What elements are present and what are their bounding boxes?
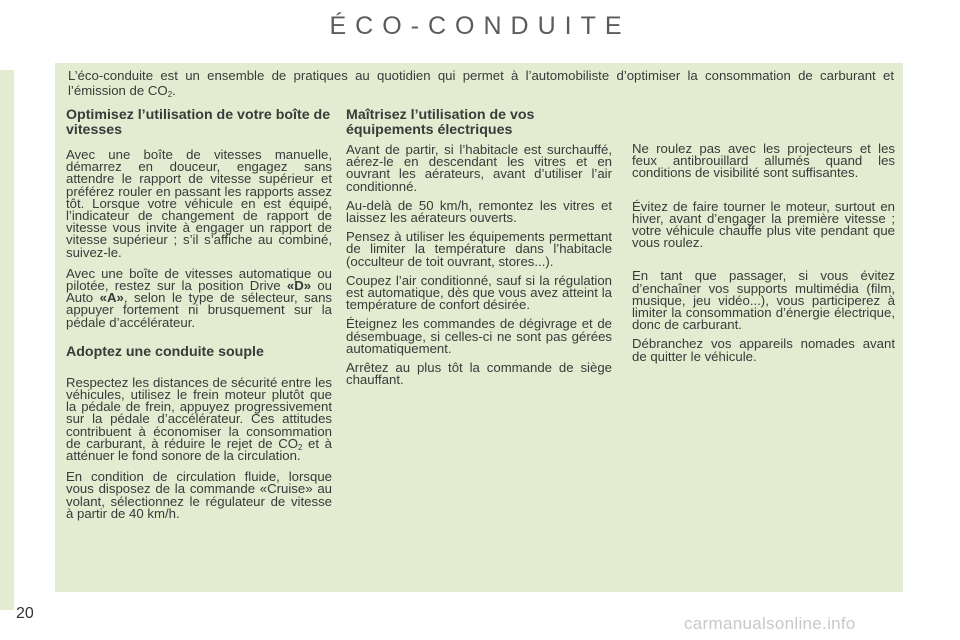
column-left — [66, 108, 332, 520]
gearbox-paragraph-2: Avec une boîte de vitesses automatique ou pilotée, restez sur la position Drive «D» ou Auto «A», selon le type de sélecteur, sans appuyer fortement ni brusquement sur la pédale d’accélérateur. — [66, 265, 332, 330]
column-middle — [346, 108, 612, 386]
right-paragraph-1: Ne roulez pas avec les projecteurs et les feux antibrouillard allumés quand les conditions de visibilité sont suffisantes. — [632, 141, 895, 181]
gearbox-heading: Optimisez l’utilisation de votre boîte de vitesses — [66, 107, 331, 138]
intro-paragraph: L’éco-conduite est un ensemble de pratiques au quotidien qui permet à l’automobiliste d’optimiser la consommation de carburant et l’émission de $CO_2$. — [68, 68, 894, 99]
smooth-driving-heading: Adoptez une conduite souple — [66, 343, 264, 360]
electrical-paragraph-1: Avant de partir, si l’habitacle est surchauffé, aérez-le en descendant les vitres et en ouvrant les aérateurs, avant d’utiliser l’air conditionné. — [346, 142, 612, 194]
electrical-paragraph-4: Coupez l’air conditionné, sauf si la régulation est automatique, dès que vous avez atteint la température de confort désirée. — [346, 272, 612, 313]
right-paragraph-3: En tant que passager, si vous évitez d’enchaîner vos supports multimédia (film, musique, jeu vidéo...), vous participerez à limiter la consommation d’énergie électrique, donc de carburant. — [632, 268, 895, 333]
smooth-driving-paragraph-2: En condition de circulation fluide, lorsque vous disposez de la commande «Cruise» au volant, sélectionnez le régulateur de vitesse à partir de 40 km/h. — [66, 469, 332, 521]
page-title: ÉCO-CONDUITE — [329, 12, 631, 40]
right-paragraph-4: Débranchez vos appareils nomades avant de quitter le véhicule. — [632, 336, 895, 364]
left-margin-bar — [0, 70, 14, 610]
watermark: carmanualsonline.info — [684, 614, 856, 633]
electrical-paragraph-6: Arrêtez au plus tôt la commande de siège chauffant. — [346, 360, 612, 388]
gearbox-paragraph-1: Avec une boîte de vitesses manuelle, démarrez en douceur, engagez sans attendre le rapport de vitesse supérieur et préférez rouler en passant les rapports assez tôt. Lorsque votre véhicule en est équipé, l’indicateur de changement de rapport de vitesse vous invite à engager un rapport de vitesse supérieur ; s’il s’affiche au combiné, suivez-le. — [66, 147, 332, 260]
page-number: 20 — [16, 605, 34, 622]
electrical-paragraph-5: Éteignez les commandes de dégivrage et de désembuage, si celles-ci ne sont pas gérées automatiquement. — [346, 316, 612, 356]
electrical-paragraph-2: Au-delà de 50 km/h, remontez les vitres et laissez les aérateurs ouverts. — [346, 197, 612, 226]
column-right — [632, 143, 895, 363]
electrical-heading: Maîtrisez l’utilisation de vos équipements électriques — [346, 107, 535, 138]
electrical-paragraph-3: Pensez à utiliser les équipements permettant de limiter la température dans l’habitacle (occulteur de toit ouvrant, stores...). — [346, 229, 612, 269]
smooth-driving-paragraph-1: Respectez les distances de sécurité entre les véhicules, utilisez le frein moteur plutôt que la pédale de frein, appuyez progressivement sur la pédale d’accélérateur. Ces attitudes contribuent à économiser la consommation de carburant, à réduire le rejet de $CO_2$ et à atténuer le fond sonore de la circulation. — [66, 374, 332, 464]
right-paragraph-2: Évitez de faire tourner le moteur, surtout en hiver, avant d’engager la première vitesse ; votre véhicule chauffe plus vite pendant que vous roulez. — [632, 198, 895, 251]
